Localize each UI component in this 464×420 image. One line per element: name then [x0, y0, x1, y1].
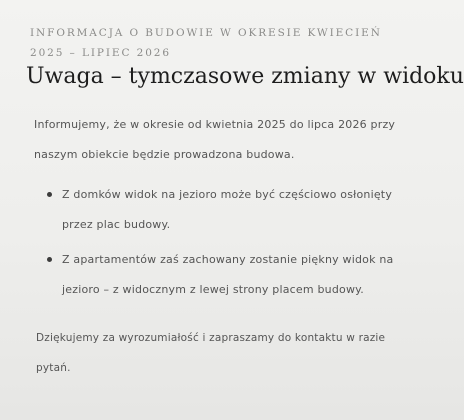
- bullet-dot-icon: [47, 192, 52, 197]
- bullet-line-2: przez plac budowy.: [62, 218, 171, 231]
- section-kicker-line-1: INFORMACJA O BUDOWIE W OKRESIE KWIECIEŃ: [30, 27, 382, 39]
- list-item: [46, 245, 396, 305]
- notice-thanks-line-2: pytań.: [36, 362, 71, 374]
- notice-intro-line-1: Informujemy, że w okresie od kwietnia 2025 do lipca 2026 przy: [34, 118, 396, 131]
- bullet-dot-icon: [47, 257, 52, 262]
- bullet-line-1: Z domków widok na jezioro może być częściowo osłonięty: [62, 188, 393, 201]
- bullet-line-2: jezioro – z widocznym z lewej strony placem budowy.: [62, 283, 364, 296]
- notice-thanks-line-1: Dziękujemy za wyrozumiałość i zapraszamy do kontaktu w razie: [36, 332, 386, 344]
- notice-bullet-list: [46, 180, 396, 310]
- notice-intro: [34, 110, 398, 170]
- section-kicker-line-2: 2025 – LIPIEC 2026: [30, 47, 171, 59]
- bullet-line-1: Z apartamentów zaś zachowany zostanie piękny widok na: [62, 253, 394, 266]
- notice-title: Uwaga – tymczasowe zmiany w widoku: [26, 64, 464, 89]
- notice-thanks: [36, 323, 396, 383]
- notice-intro-line-2: naszym obiekcie będzie prowadzona budowa.: [34, 148, 295, 161]
- section-kicker: [30, 23, 402, 63]
- list-item: [46, 180, 396, 240]
